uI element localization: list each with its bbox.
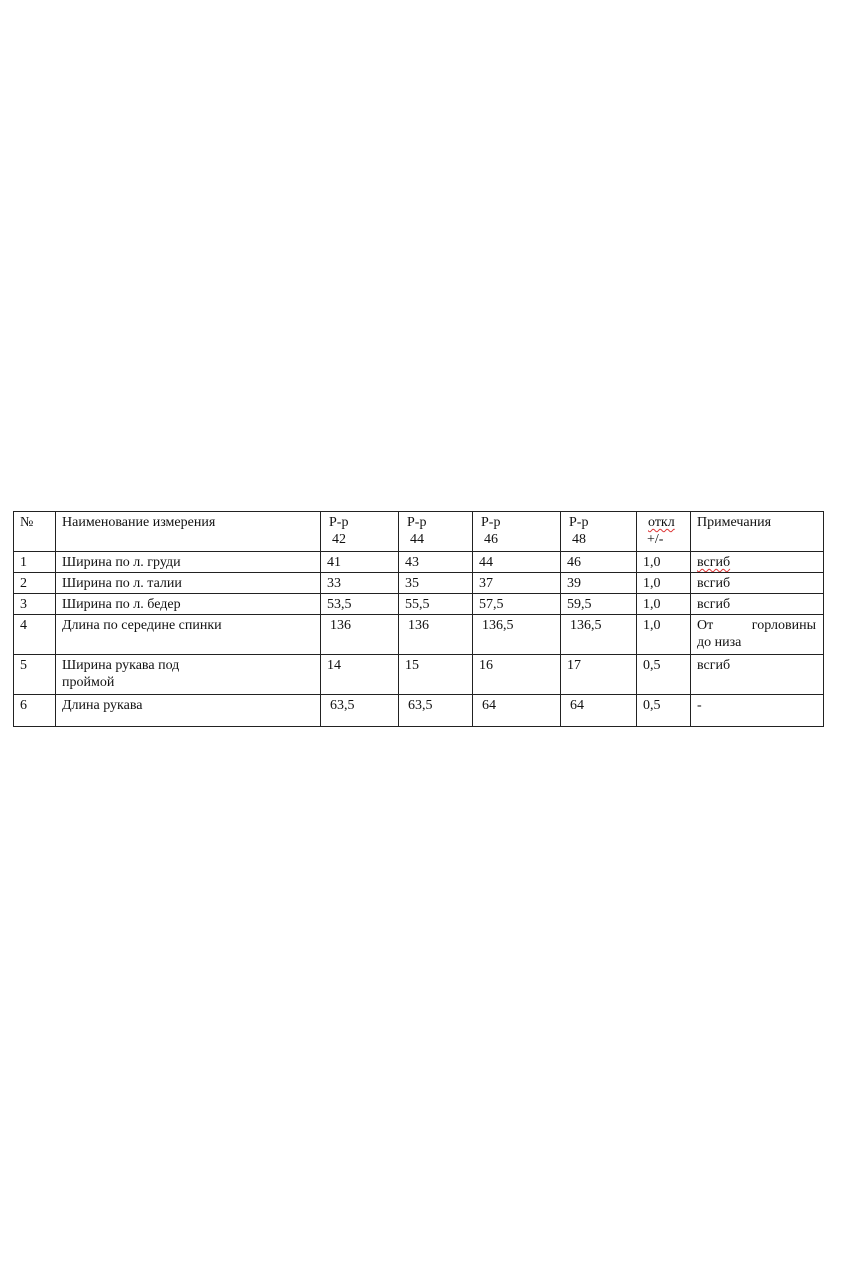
row-note: всгиб <box>691 573 824 594</box>
table-row <box>14 594 824 615</box>
header-size-44: Р-р 44 <box>399 512 473 552</box>
row-size-46: 16 <box>473 655 561 695</box>
row-size-42: 41 <box>321 552 399 573</box>
row-size-42: 14 <box>321 655 399 695</box>
row-size-48: 39 <box>561 573 637 594</box>
row-tolerance: 1,0 <box>637 573 691 594</box>
header-row <box>14 512 824 552</box>
row-name: Ширина по л. талии <box>56 573 321 594</box>
row-num: 4 <box>14 615 56 655</box>
row-tolerance: 0,5 <box>637 655 691 695</box>
row-name: Длина по середине спинки <box>56 615 321 655</box>
measurements-table <box>13 511 824 727</box>
row-size-42: 33 <box>321 573 399 594</box>
row-name: Длина рукава <box>56 695 321 727</box>
table-row <box>14 695 824 727</box>
row-size-48: 46 <box>561 552 637 573</box>
header-notes: Примечания <box>691 512 824 552</box>
row-num: 1 <box>14 552 56 573</box>
row-note: - <box>691 695 824 727</box>
row-num: 2 <box>14 573 56 594</box>
row-size-44: 55,5 <box>399 594 473 615</box>
row-tolerance: 1,0 <box>637 594 691 615</box>
header-num: № <box>14 512 56 552</box>
header-tolerance: откл +/- <box>637 512 691 552</box>
row-size-48: 17 <box>561 655 637 695</box>
table-row <box>14 552 824 573</box>
row-size-48: 64 <box>561 695 637 727</box>
row-num: 5 <box>14 655 56 695</box>
row-note: всгиб <box>691 552 824 573</box>
row-size-44: 15 <box>399 655 473 695</box>
row-size-46: 44 <box>473 552 561 573</box>
row-size-46: 57,5 <box>473 594 561 615</box>
row-size-46: 64 <box>473 695 561 727</box>
row-size-42: 136 <box>321 615 399 655</box>
row-size-46: 136,5 <box>473 615 561 655</box>
row-num: 6 <box>14 695 56 727</box>
row-size-46: 37 <box>473 573 561 594</box>
row-size-48: 59,5 <box>561 594 637 615</box>
table-row <box>14 655 824 695</box>
row-size-48: 136,5 <box>561 615 637 655</box>
row-name: Ширина по л. груди <box>56 552 321 573</box>
row-note: всгиб <box>691 655 824 695</box>
row-note: всгиб <box>691 594 824 615</box>
header-size-48: Р-р 48 <box>561 512 637 552</box>
row-num: 3 <box>14 594 56 615</box>
table-row <box>14 573 824 594</box>
table-row <box>14 615 824 655</box>
row-size-42: 63,5 <box>321 695 399 727</box>
row-tolerance: 1,0 <box>637 552 691 573</box>
row-size-42: 53,5 <box>321 594 399 615</box>
header-size-42: Р-р 42 <box>321 512 399 552</box>
header-name: Наименование измерения <box>56 512 321 552</box>
row-size-44: 136 <box>399 615 473 655</box>
row-name: Ширина рукава под проймой <box>56 655 321 695</box>
row-note: От горловины до низа <box>691 615 824 655</box>
row-tolerance: 1,0 <box>637 615 691 655</box>
row-tolerance: 0,5 <box>637 695 691 727</box>
row-size-44: 35 <box>399 573 473 594</box>
row-size-44: 63,5 <box>399 695 473 727</box>
header-size-46: Р-р 46 <box>473 512 561 552</box>
row-size-44: 43 <box>399 552 473 573</box>
row-name: Ширина по л. бедер <box>56 594 321 615</box>
